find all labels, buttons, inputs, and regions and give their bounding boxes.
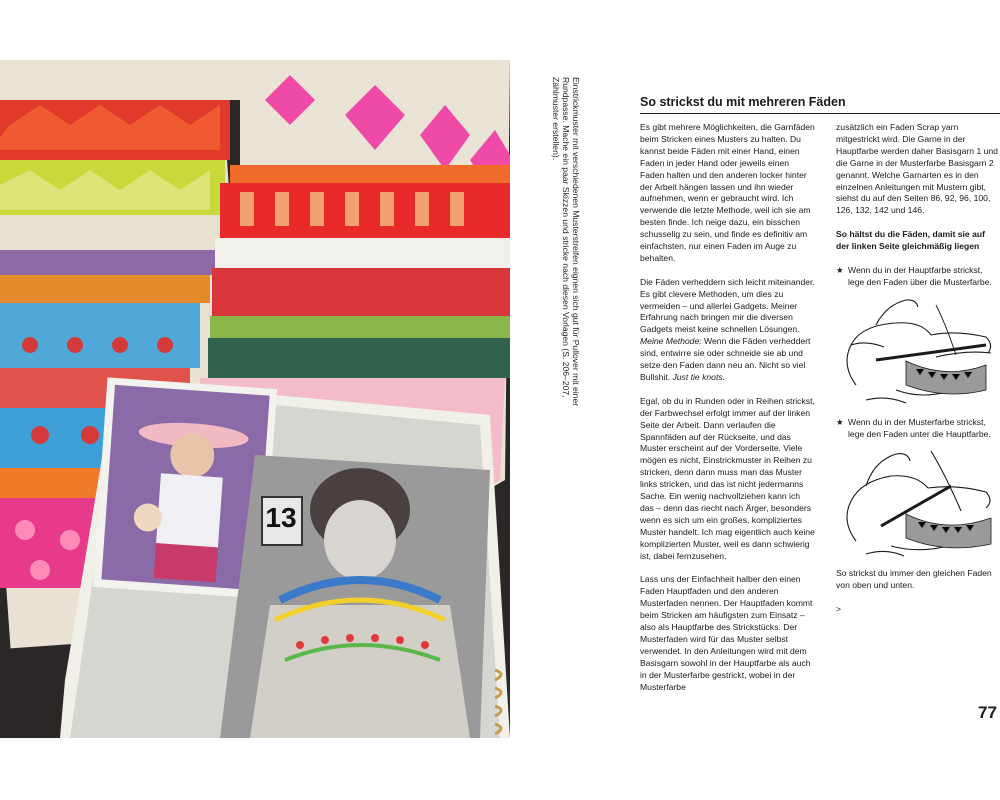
closing-text: So strickst du immer den gleichen Faden von oben und unten. [836, 568, 992, 591]
photo-number-sign: 13 [265, 502, 297, 533]
paragraph: Lass uns der Einfachheit halber den einen Faden Hauptfaden und den anderen Musterfaden nennen. Der Hauptfaden kommt beim Stricken am häufigsten zum Einsatz – also als Hauptfarbe des Strickstücks. Der Musterfaden wird für das Muster selbst verwendet. In den Anleitungen wird mit dem Basisgarn sowohl in der Hauptfarbe als auch in der Musterfarbe gestrickt, wobei in der Musterfarbe [640, 574, 813, 692]
bullet-item: ★ Wenn du in der Musterfarbe strickst, lege den Faden unter die Hauptfarbe. [836, 416, 991, 439]
text-column-2 [836, 122, 1000, 616]
scrapbook [60, 377, 510, 738]
paragraph: zusätzlich ein Faden Scrap yarn mitgestrickt wird. Die Garne in der Hauptfarbe werden daher Basisgarn 1 und die Garne in der Musterfarbe Basisgarn 2 genannt. Welche Garnarten es in den einzelnen Anleitungen mit Mustern gibt, siehst du auf den Seiten 86, 92, 96, 100, 126, 132, 142 und 146. [836, 122, 998, 216]
bullet-item: ★ Wenn du in der Hauptfarbe strickst, lege den Faden über die Musterfarbe. [836, 264, 992, 287]
star-icon: ★ [836, 264, 844, 275]
paragraph: Es gibt mehrere Möglichkeiten, die Garnfäden beim Stricken eines Musters zu halten. Du kannst beide Fäden mit einer Hand, einen Faden in jeder Hand oder jeweils einen Faden halten und den anderen locker hinter der Arbeit hängen lassen und ihn wieder aufnehmen, wenn er gebraucht wird. Ich verwende die letzte Methode, weil ich sie am besten finde. Ich neige dazu, ein bisschen schusselig zu sein, und finde es definitiv am einfachsten, nur einen Faden im Auge zu behalten. [640, 122, 815, 263]
next-page-arrow: > [836, 604, 842, 615]
hand-illustration-2 [836, 446, 1000, 558]
hand-illustration-1 [836, 295, 1000, 407]
paragraph: Egal, ob du in Runden oder in Reihen strickst, der Farbwechsel erfolgt immer auf der linken Seite der Arbeit. Dann verlaufen die Spannfäden auf der Rückseite, und das Muster erscheint auf der Vorderseite. Viele mögen es nicht, Einstrickmuster in Reihen zu stricken, denn dann muss man das Muster links stricken, und das ist nicht jedermanns Sache. Ein wenig nachvollziehen kann ich das – denn das riecht nach Ärger, besonders wenn es sich um ein großes, kompliziertes Muster handelt. Ich mag eigentlich auch keine komplizierten Muster, weil es dann schwierig ist, dabei fernzusehen. [640, 395, 815, 561]
paragraph: Die Fäden verheddern sich leicht miteinander. Es gibt clevere Methoden, um dies zu vermeiden – und allerlei Gadgets. Meiner Erfahrung nach bringen mir die diversen Gadgets meist keine schnellen Lösungen. Meine Methode: Wenn die Fäden verheddert sind, entwirre sie oder schneide sie ab und setze den Faden dann neu an. Nicht so viel Bullshit. Just tie knots. [640, 276, 815, 383]
heading-rule [640, 113, 1000, 114]
photo-caption: Einstrickmuster mit verschiedenen Musterstreifen eignen sich gut für Pullover mit einer Rundpasse. Mache ein paar Skizzen und stricke nach diesen Vorlagen (S. 206–207, Zählmuster erstellen). [551, 77, 581, 407]
section-heading: So strickst du mit mehreren Fäden [640, 95, 846, 109]
star-icon: ★ [836, 416, 844, 427]
text-column-1 [640, 122, 815, 705]
subheading: So hältst du die Fäden, damit sie auf der linken Seite gleichmäßig liegen [836, 229, 985, 252]
page-number: 77 [978, 703, 997, 722]
caption-column [551, 77, 581, 437]
knitting-photo [0, 60, 510, 738]
